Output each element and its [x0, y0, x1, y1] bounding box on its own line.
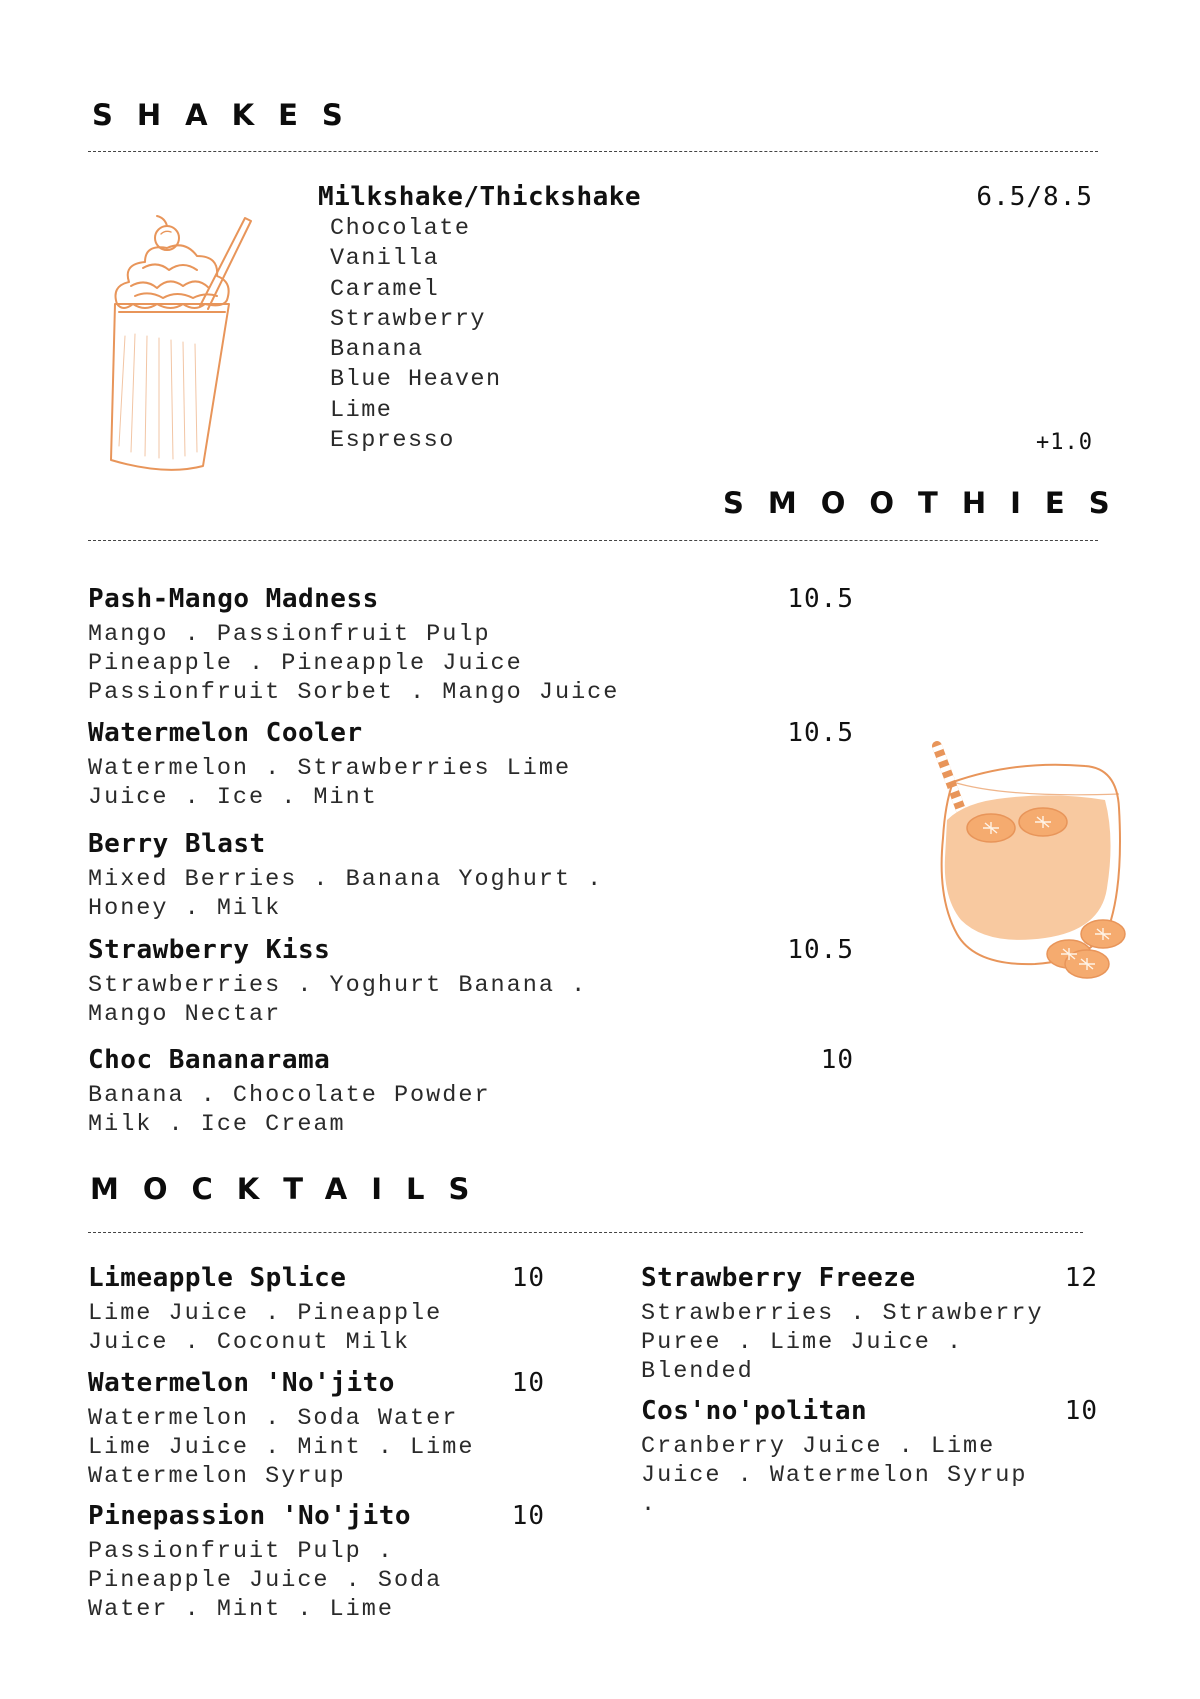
menu-item-price: 10.5 — [787, 718, 854, 748]
divider — [88, 540, 1098, 541]
menu-item-price: 12 — [1064, 1263, 1098, 1293]
menu-item-name: Milkshake/Thickshake — [318, 182, 642, 212]
menu-item-description: Strawberries . Yoghurt Banana . Mango Nectar — [88, 972, 588, 1028]
menu-item-description: Mixed Berries . Banana Yoghurt . Honey . Milk — [88, 866, 604, 922]
menu-item-description: Watermelon . Soda Water Lime Juice . Mint . Lime Watermelon Syrup — [88, 1405, 475, 1490]
divider — [88, 151, 1098, 152]
menu-item-name: Pinepassion 'No'jito — [88, 1501, 412, 1531]
flavour-item: Chocolate — [330, 215, 471, 242]
menu-item-description: Mango . Passionfruit Pulp Pineapple . Pineapple Juice Passionfruit Sorbet . Mango Juice — [88, 621, 620, 706]
smoothie-glass-icon — [925, 738, 1140, 978]
menu-item-price: 10.5 — [787, 584, 854, 614]
flavour-item: Espresso — [330, 427, 455, 455]
menu-item-price: 10 — [511, 1263, 545, 1293]
menu-item-description: Cranberry Juice . Lime Juice . Watermelon Syrup . — [641, 1433, 1028, 1518]
section-heading-mocktails: MOCKTAILS — [90, 1172, 494, 1206]
menu-item-name: Choc Bananarama — [88, 1045, 331, 1075]
flavour-list — [330, 214, 502, 456]
flavour-item: Vanilla — [330, 245, 440, 273]
menu-item-name: Strawberry Freeze — [641, 1263, 916, 1293]
menu-item-price: 10 — [820, 1045, 854, 1075]
flavour-item: Strawberry — [330, 305, 487, 333]
menu-item-price: 6.5/8.5 — [976, 182, 1093, 212]
flavour-item: Caramel — [330, 275, 440, 303]
menu-item-name: Cos'no'politan — [641, 1396, 868, 1426]
menu-item-name: Strawberry Kiss — [88, 935, 331, 965]
menu-item-price: 10.5 — [787, 935, 854, 965]
menu-item-description: Passionfruit Pulp . Pineapple Juice . Soda Water . Mint . Lime — [88, 1538, 443, 1623]
section-heading-smoothies: SMOOTHIES — [723, 486, 1134, 520]
menu-item-price: 10 — [511, 1368, 545, 1398]
flavour-item: Blue Heaven — [330, 366, 502, 394]
menu-item-description: Lime Juice . Pineapple Juice . Coconut Milk — [88, 1300, 443, 1356]
menu-item-name: Berry Blast — [88, 829, 266, 859]
flavour-item: Banana — [330, 336, 424, 364]
menu-item-description: Strawberries . Strawberry Puree . Lime Juice . Blended — [641, 1300, 1044, 1385]
menu-item-description: Watermelon . Strawberries Lime Juice . Ice . Mint — [88, 755, 572, 811]
menu-item-price: 10 — [511, 1501, 545, 1531]
divider — [88, 1232, 1083, 1233]
menu-item-name: Watermelon Cooler — [88, 718, 363, 748]
menu-item-description: Banana . Chocolate Powder Milk . Ice Cream — [88, 1082, 491, 1138]
flavour-item: Lime — [330, 396, 393, 424]
milkshake-glass-icon — [105, 216, 265, 474]
section-heading-shakes: SHAKES — [92, 98, 367, 132]
menu-item-name: Limeapple Splice — [88, 1263, 347, 1293]
menu-item-name: Pash-Mango Madness — [88, 584, 379, 614]
menu-item-price: 10 — [1064, 1396, 1098, 1426]
menu-item-name: Watermelon 'No'jito — [88, 1368, 395, 1398]
espresso-surcharge: +1.0 — [1036, 430, 1093, 455]
